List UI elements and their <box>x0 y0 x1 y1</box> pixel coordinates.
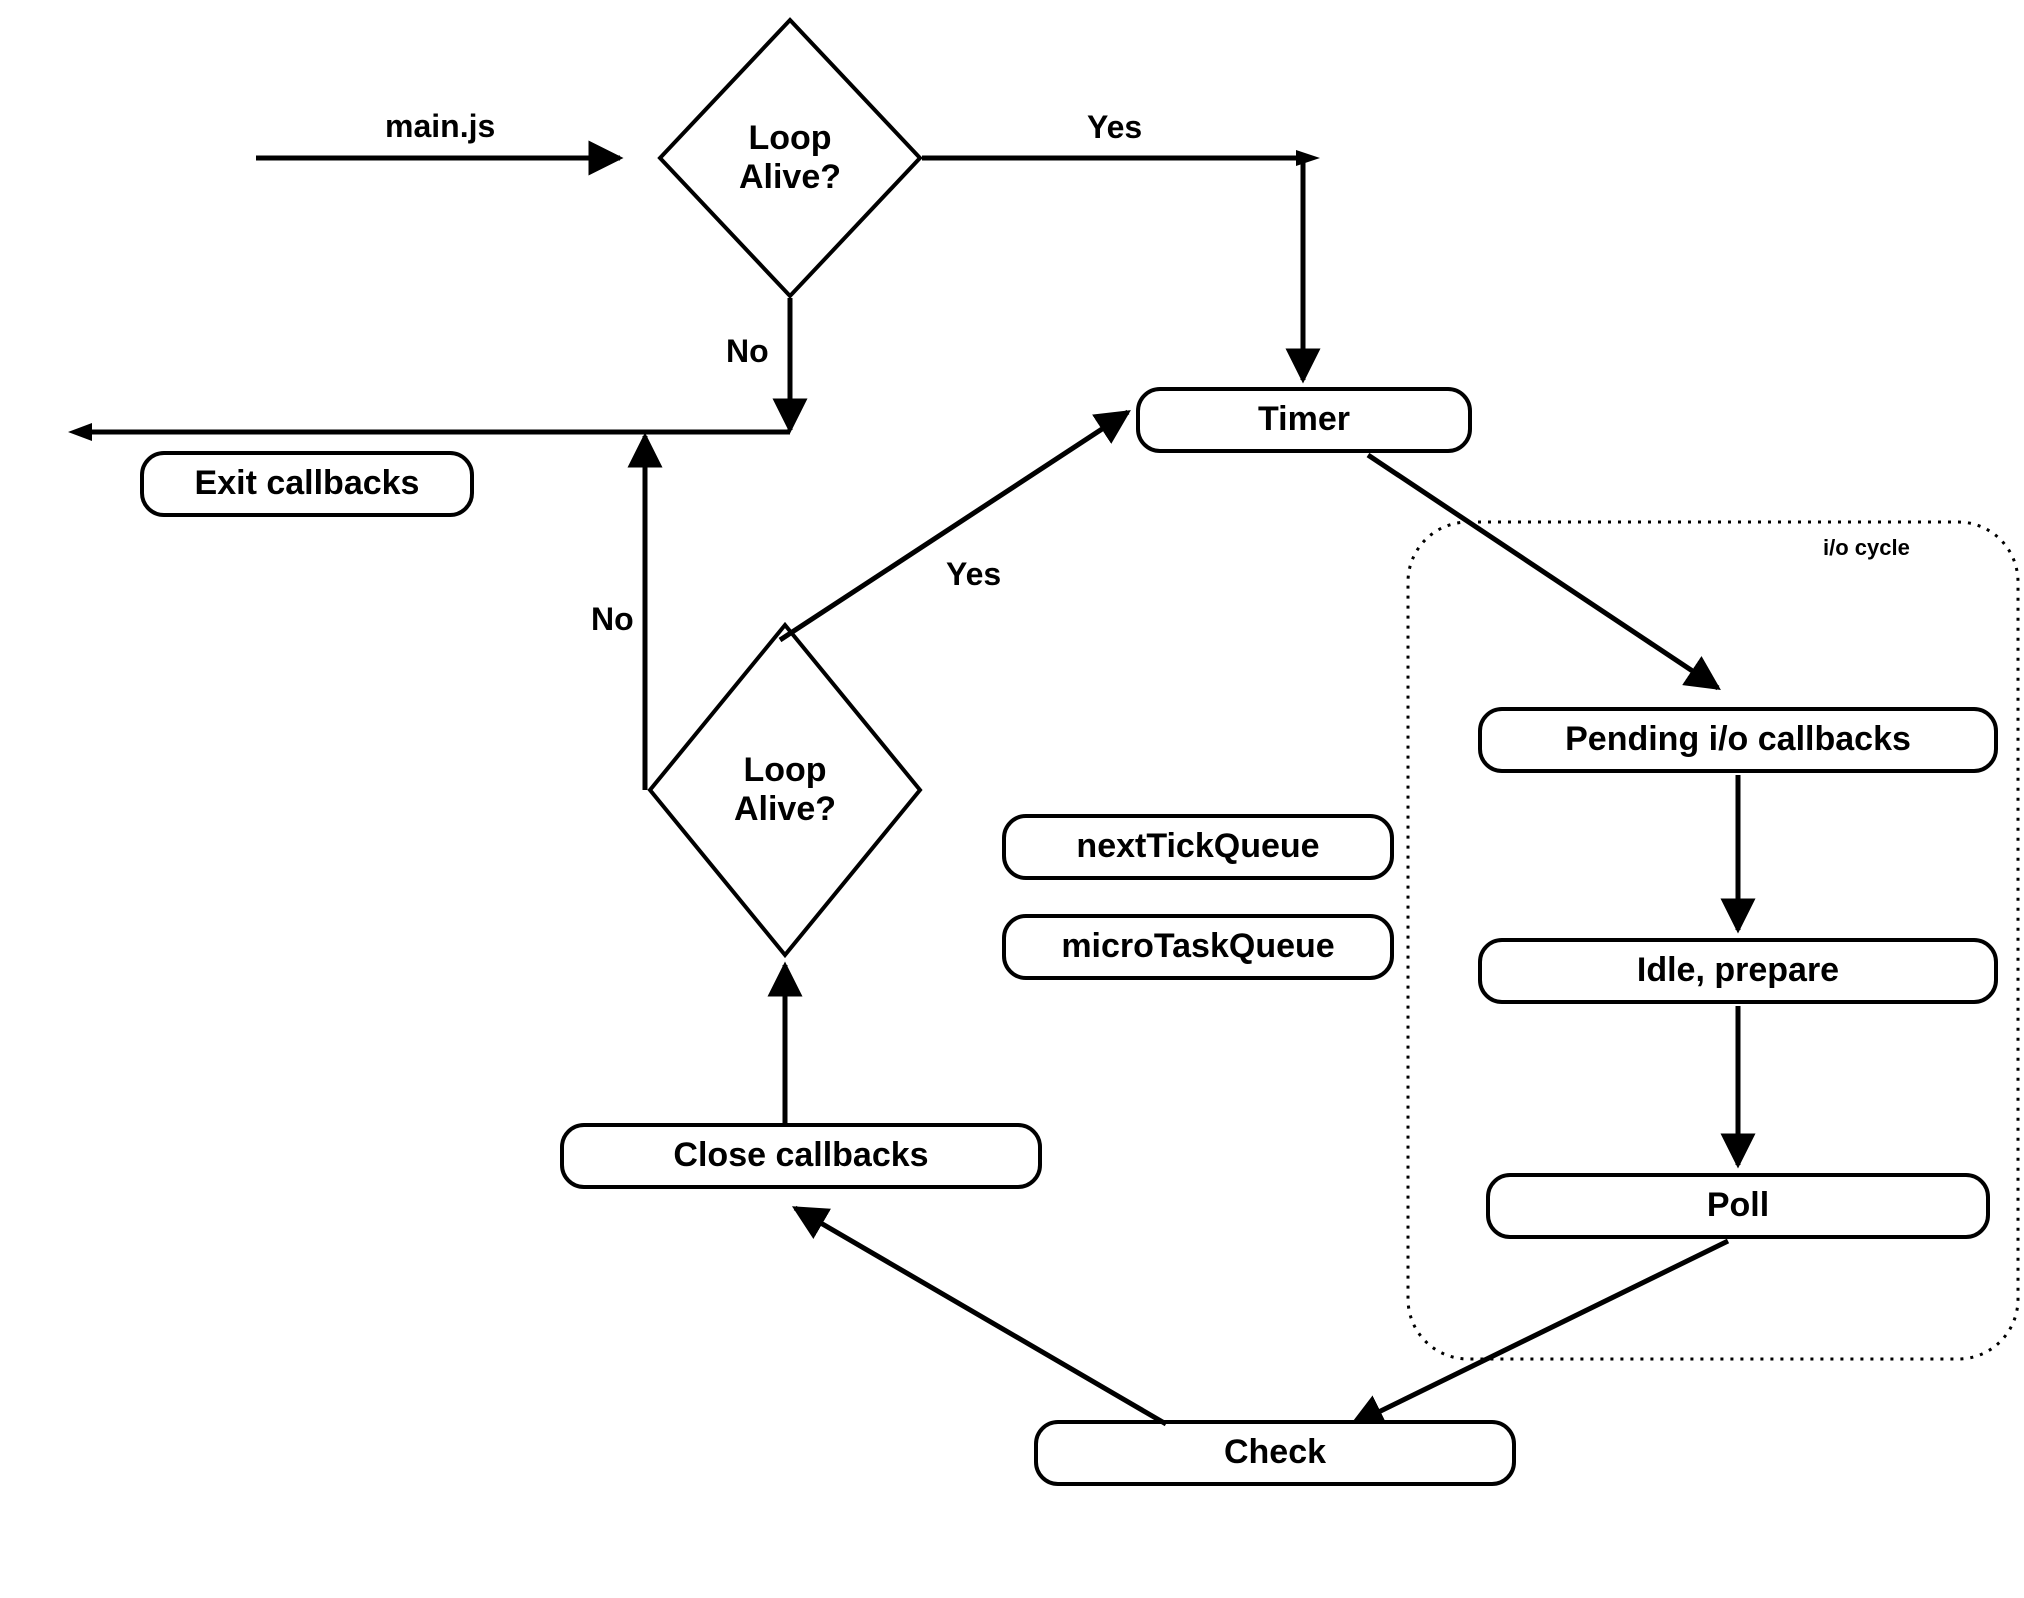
node-loop-alive-2 <box>650 625 920 955</box>
node-check <box>1036 1422 1514 1484</box>
node-close-callbacks <box>562 1125 1040 1187</box>
node-label-close-callbacks: Close callbacks <box>673 1136 929 1175</box>
edge-loop-alive-1-no-to-exit <box>68 298 790 441</box>
edge-check-to-close-callbacks <box>795 1208 1166 1424</box>
edge-poll-to-check <box>1352 1241 1728 1425</box>
edge-label-no-mid: No <box>591 601 634 637</box>
node-idle-prepare <box>1480 940 1996 1002</box>
node-label-check: Check <box>1223 1433 1327 1472</box>
node-poll <box>1488 1175 1988 1237</box>
node-label-pending-io-callbacks: Pending i/o callbacks <box>1565 720 1911 759</box>
node-exit-callbacks <box>142 453 472 515</box>
edge-label-no-top: No <box>726 333 769 369</box>
node-micro-task-queue <box>1004 916 1392 978</box>
edge-label-main-js: main.js <box>385 108 496 144</box>
node-label-idle-prepare: Idle, prepare <box>1636 951 1840 990</box>
node-label-micro-task-queue: microTaskQueue <box>1061 927 1335 966</box>
edge-label-yes-top: Yes <box>1087 109 1143 145</box>
node-label-loop-alive-1: Loop Alive? <box>738 118 842 196</box>
node-pending-io-callbacks <box>1480 709 1996 771</box>
node-label-exit-callbacks: Exit callbacks <box>194 464 420 503</box>
node-loop-alive-1 <box>660 20 920 296</box>
node-label-timer: Timer <box>1258 400 1350 439</box>
edge-timer-to-pending-io <box>1368 455 1718 688</box>
edge-label-yes-mid: Yes <box>946 556 1002 592</box>
edge-loop-alive-2-yes-to-timer <box>780 412 1128 640</box>
node-label-loop-alive-2: Loop Alive? <box>733 750 837 828</box>
node-label-next-tick-queue: nextTickQueue <box>1076 827 1320 866</box>
node-next-tick-queue <box>1004 816 1392 878</box>
node-label-poll: Poll <box>1706 1186 1770 1225</box>
node-timer <box>1138 389 1470 451</box>
group-label-io-cycle: i/o cycle <box>1823 535 1910 560</box>
edge-loop-alive-1-yes-to-timer <box>922 150 1320 380</box>
